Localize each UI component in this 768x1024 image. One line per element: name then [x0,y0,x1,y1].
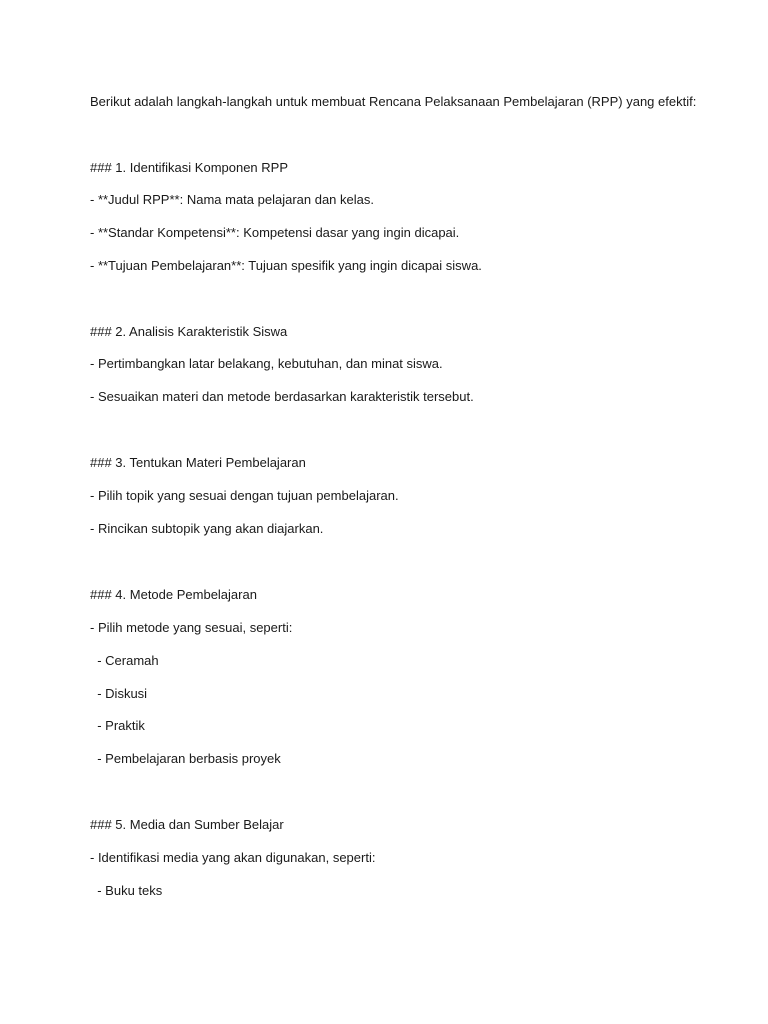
list-item: - **Standar Kompetensi**: Kompetensi dasar yang ingin dicapai. [90,225,460,240]
sub-list-item: - Pembelajaran berbasis proyek [90,751,281,766]
sub-list-item: - Ceramah [90,653,159,668]
intro-paragraph: Berikut adalah langkah-langkah untuk membuat Rencana Pelaksanaan Pembelajaran (RPP) yang efektif: [90,94,697,109]
section-heading-4: ### 4. Metode Pembelajaran [90,587,257,602]
sub-list-item: - Diskusi [90,686,148,701]
list-item: - Identifikasi media yang akan digunakan, seperti: [90,850,376,865]
list-item: - **Tujuan Pembelajaran**: Tujuan spesifik yang ingin dicapai siswa. [90,258,482,273]
section-heading-1: ### 1. Identifikasi Komponen RPP [90,160,289,175]
list-item: - Sesuaikan materi dan metode berdasarkan karakteristik tersebut. [90,389,474,404]
list-item: - Pilih metode yang sesuai, seperti: [90,620,293,635]
sub-list-item: - Buku teks [90,883,163,898]
sub-list-item: - Praktik [90,718,145,733]
list-item: - Pilih topik yang sesuai dengan tujuan pembelajaran. [90,488,399,503]
list-item: - Rincikan subtopik yang akan diajarkan. [90,521,324,536]
section-heading-5: ### 5. Media dan Sumber Belajar [90,817,284,832]
list-item: - **Judul RPP**: Nama mata pelajaran dan kelas. [90,192,374,207]
section-heading-3: ### 3. Tentukan Materi Pembelajaran [90,455,306,470]
list-item: - Pertimbangkan latar belakang, kebutuhan, dan minat siswa. [90,356,443,371]
section-heading-2: ### 2. Analisis Karakteristik Siswa [90,324,288,339]
